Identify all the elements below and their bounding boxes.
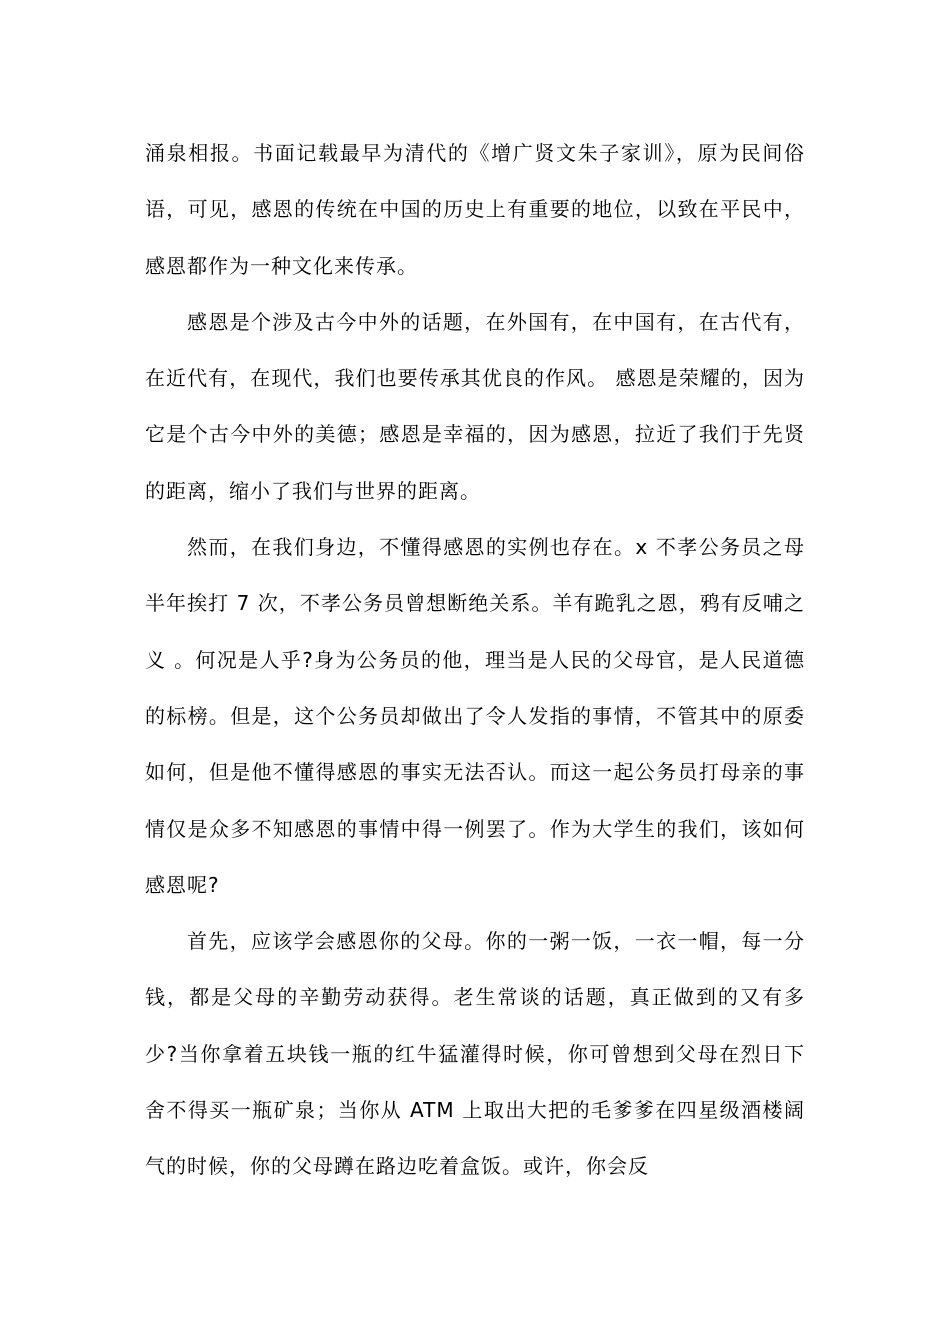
paragraph-2: 感恩是个涉及古今中外的话题，在外国有，在中国有，在古代有，在近代有，在现代，我们也要传承其优良的作风。 感恩是荣耀的，因为它是个古今中外的美德；感恩是幸福的，因为感恩，拉近了我们于先贤的距离，缩小了我们与世界的距离。 bbox=[145, 309, 805, 503]
paragraph-4: 首先，应该学会感恩你的父母。你的一粥一饭，一衣一帽，每一分钱，都是父母的辛勤劳动获得。老生常谈的话题，真正做到的又有多少?当你拿着五块钱一瓶的红牛猛灌得时候，你可曾想到父母在烈日下舍不得买一瓶矿泉；当你从 ATM 上取出大把的毛爹爹在四星级酒楼阔气的时候，你的父母蹲在路边吃着盒饭。或许，你会反 bbox=[145, 929, 805, 1179]
document-body bbox=[145, 125, 805, 1195]
paragraph-3: 然而，在我们身边，不懂得感恩的实例也存在。x 不孝公务员之母半年挨打 7 次，不孝公务员曾想断绝关系。羊有跪乳之恩，鸦有反哺之义 。何况是人乎?身为公务员的他，理当是人民的父母官，是人民道德的标榜。但是，这个公务员却做出了令人发指的事情，不管其中的原委如何，但是他不懂得感恩的事实无法否认。而这一起公务员打母亲的事情仅是众多不知感恩的事情中得一例罢了。作为大学生的我们，该如何感恩呢? bbox=[145, 535, 805, 897]
paragraph-1: 涌泉相报。书面记载最早为清代的《增广贤文朱子家训》，原为民间俗语，可见，感恩的传统在中国的历史上有重要的地位，以致在平民中，感恩都作为一种文化来传承。 bbox=[145, 141, 805, 278]
